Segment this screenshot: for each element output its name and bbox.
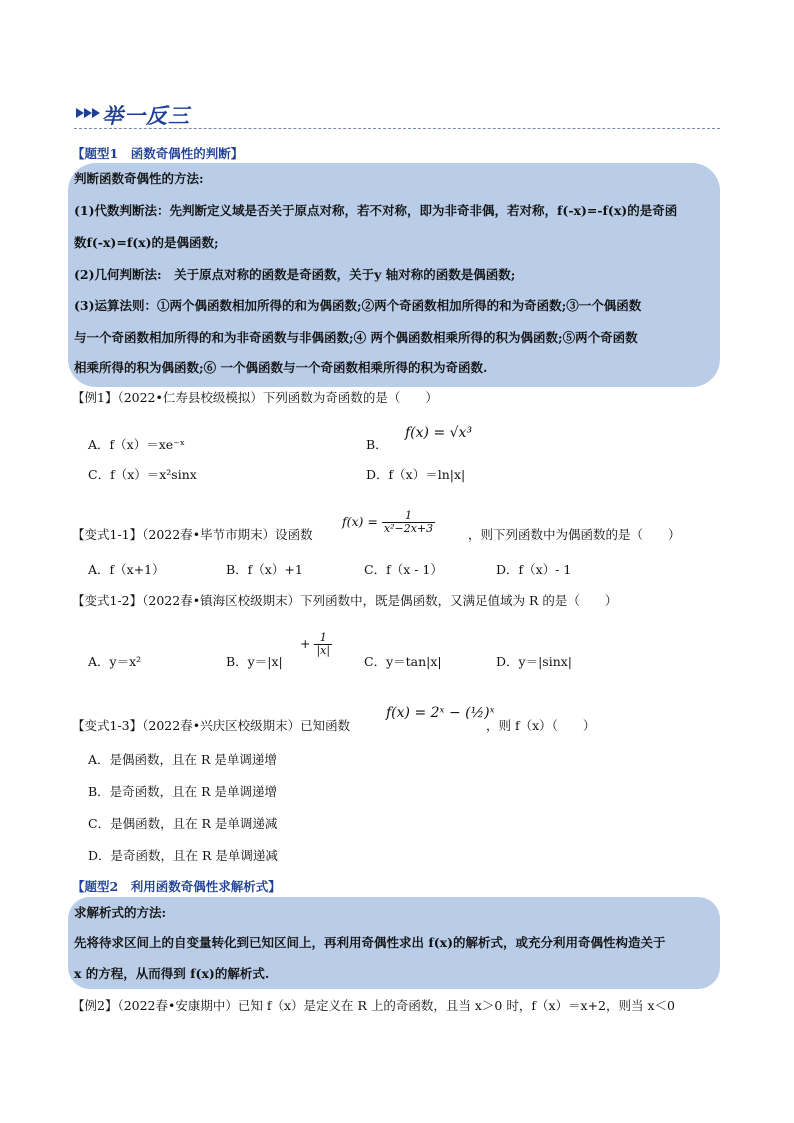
v12-option-b-den: |x| bbox=[316, 644, 331, 657]
ex1-option-d: D．f（x）＝ln|x| bbox=[366, 467, 466, 482]
v12-option-b-extra bbox=[300, 632, 332, 657]
v12-option-d: D．y＝|sinx| bbox=[496, 654, 573, 669]
v11-formula-den: x²−2x+3 bbox=[383, 522, 434, 535]
v12-option-b-fraction bbox=[314, 632, 332, 657]
v13-option-d: D．是奇函数，且在 R 是单调递减 bbox=[88, 848, 278, 863]
v11-formula bbox=[342, 510, 435, 535]
type2-title: 【题型2 利用函数奇偶性求解析式】 bbox=[72, 879, 281, 894]
type1-box-line7: 相乘所得的积为偶函数;⑥ 一个偶函数与一个奇函数相乘所得的积为奇函数. bbox=[74, 360, 488, 375]
v11-tail: ，则下列函数中为偶函数的是（ ） bbox=[468, 527, 681, 542]
v13-stem: 【变式1-3】（2022春•兴庆区校级期末）已知函数 bbox=[72, 718, 351, 733]
banner-title: 举一反三 bbox=[102, 104, 190, 128]
banner bbox=[74, 100, 204, 126]
v11-formula-num: 1 bbox=[382, 510, 435, 523]
v11-stem: 【变式1-1】（2022春•毕节市期末）设函数 bbox=[72, 527, 313, 542]
v13-option-a: A．是偶函数，且在 R 是单调递增 bbox=[88, 752, 277, 767]
type2-box-line3: x 的方程，从而得到 f(x)的解析式. bbox=[74, 966, 270, 981]
v11-formula-fraction bbox=[382, 510, 435, 535]
v13-tail: ，则 f（x）（ ） bbox=[486, 718, 596, 733]
type1-box-line3: 数f(-x)=f(x)的是偶函数; bbox=[74, 235, 219, 250]
v12-option-b: B．y＝|x| bbox=[226, 654, 283, 669]
v11-formula-lhs: f(x) = bbox=[342, 514, 378, 529]
type1-box-line5: (3)运算法则：①两个偶函数相加所得的和为偶函数;②两个奇函数相加所得的和为奇函数;③一个偶函数 bbox=[74, 298, 642, 313]
v11-option-d: D．f（x）- 1 bbox=[496, 562, 572, 577]
type1-box-line2: (1)代数判断法：先判断定义域是否关于原点对称，若不对称，即为非奇非偶，若对称，f(-x)=-f(x)的是奇函 bbox=[74, 203, 678, 218]
type1-box-line6: 与一个奇函数相加所得的和为非奇函数与非偶函数;④ 两个偶函数相乘所得的积为偶函数;⑤两个奇函数 bbox=[74, 330, 638, 345]
v11-option-a: A．f（x+1） bbox=[88, 562, 165, 577]
v13-option-c: C．是偶函数，且在 R 是单调递减 bbox=[88, 816, 278, 831]
v12-option-b-num: 1 bbox=[314, 632, 332, 645]
ex2-stem: 【例2】（2022春•安康期中）已知 f（x）是定义在 R 上的奇函数，且当 x＞0 时，f（x）＝x+2，则当 x＜0 bbox=[72, 998, 675, 1013]
type1-title: 【题型1 函数奇偶性的判断】 bbox=[72, 146, 244, 161]
section-divider bbox=[74, 128, 720, 129]
type2-box-line2: 先将待求区间上的自变量转化到已知区间上，再利用奇偶性求出 f(x)的解析式，或充分利用奇偶性构造关于 bbox=[74, 935, 666, 950]
ex1-option-a: A．f（x）＝xe⁻ˣ bbox=[88, 437, 186, 452]
v12-option-b-plus: + bbox=[300, 636, 311, 651]
ex1-stem: 【例1】（2022•仁寿县校级模拟）下列函数为奇函数的是（ ） bbox=[72, 390, 438, 405]
type2-box-line1: 求解析式的方法: bbox=[74, 905, 167, 920]
ex1-option-c: C．f（x）＝x²sinx bbox=[88, 467, 197, 482]
type1-box-line4: (2)几何判断法: 关于原点对称的函数是奇函数，关于y 轴对称的函数是偶函数; bbox=[74, 267, 516, 282]
v12-option-a: A．y＝x² bbox=[88, 654, 142, 669]
v11-option-c: C．f（x - 1） bbox=[364, 562, 443, 577]
v13-formula: f(x) = 2ˣ − (½)ˣ bbox=[386, 705, 495, 721]
v12-stem: 【变式1-2】（2022春•镇海区校级期末）下列函数中，既是偶函数，又满足值域为 R 的是（ ） bbox=[72, 593, 618, 608]
v13-option-b: B．是奇函数，且在 R 是单调递增 bbox=[88, 784, 278, 799]
v11-option-b: B．f（x）+1 bbox=[226, 562, 303, 577]
ex1-option-b-label: B． bbox=[366, 437, 388, 452]
v12-option-c: C．y＝tan|x| bbox=[364, 654, 442, 669]
type1-box-line1: 判断函数奇偶性的方法: bbox=[74, 171, 204, 186]
ex1-option-b-formula: f(x) = √x³ bbox=[405, 425, 473, 441]
